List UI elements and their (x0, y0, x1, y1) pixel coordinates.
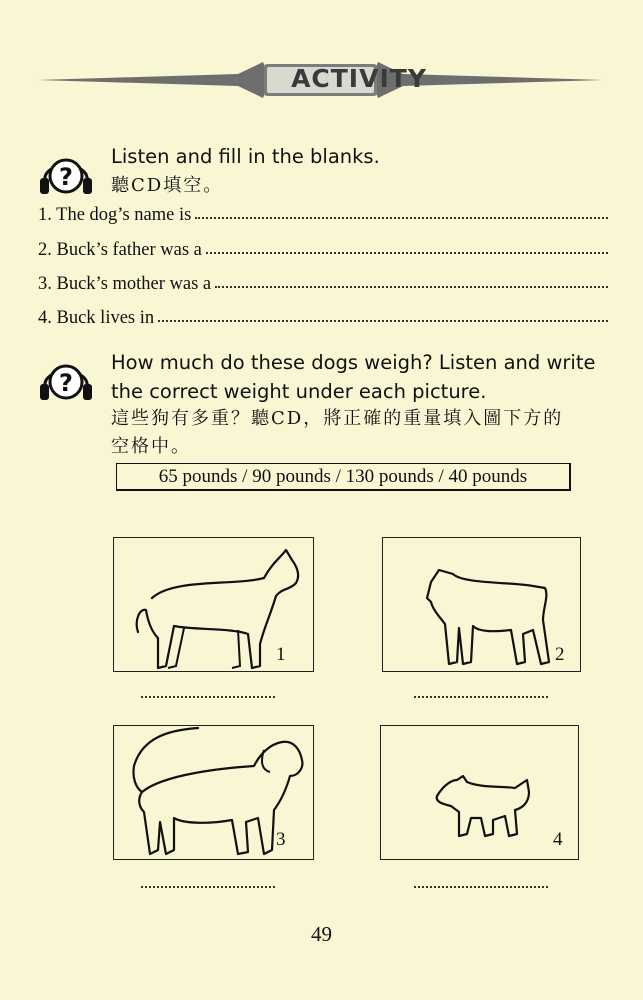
answer-blank[interactable] (206, 248, 608, 254)
dog-picture-4 (380, 725, 579, 860)
dog-picture-1 (113, 537, 314, 672)
weight-answer-blank-4[interactable] (414, 880, 548, 888)
fill-blank-item-3[interactable] (38, 274, 608, 302)
picture-number: 3 (276, 829, 286, 850)
headphones-question-icon (37, 352, 95, 410)
dog-picture-3 (113, 725, 314, 860)
svg-text:?: ? (59, 369, 73, 397)
weight-answer-blank-1[interactable] (141, 690, 275, 698)
section2-instruction-line1: How much do these dogs weigh? Listen and write (111, 351, 596, 374)
banner-title: ACTIVITY (291, 64, 427, 93)
section1-instruction: Listen and fill in the blanks. (111, 145, 380, 168)
dog-picture-2 (382, 537, 581, 672)
section2-instruction-line2: the correct weight under each picture. (111, 380, 487, 403)
picture-number: 4 (553, 829, 563, 850)
weight-answer-blank-3[interactable] (141, 880, 275, 888)
svg-text:?: ? (59, 163, 73, 191)
fill-blank-item-4[interactable] (38, 308, 608, 336)
dog-2-icon (383, 538, 582, 673)
fill-blank-label: 4. Buck lives in (38, 308, 155, 328)
weight-answer-blank-2[interactable] (414, 690, 548, 698)
fill-blank-label: 3. Buck’s mother was a (38, 274, 212, 294)
word-bank: 65 pounds / 90 pounds / 130 pounds / 40 pounds (116, 463, 571, 491)
fill-blank-label: 2. Buck’s father was a (38, 240, 202, 260)
page-number: 49 (311, 922, 332, 946)
picture-number: 2 (555, 644, 565, 665)
headphones-question-icon (37, 146, 95, 204)
answer-blank[interactable] (215, 282, 608, 288)
answer-blank[interactable] (158, 316, 608, 322)
fill-blank-item-1[interactable] (38, 205, 608, 233)
section2-instruction-zh-line2: 空格中。 (111, 436, 191, 457)
section2-instruction-zh-line1: 這些狗有多重？聽CD，將正確的重量填入圖下方的 (111, 408, 564, 429)
fill-blank-item-2[interactable] (38, 240, 608, 268)
activity-banner (38, 58, 603, 102)
answer-blank[interactable] (195, 213, 608, 219)
fill-blank-label: 1. The dog’s name is (38, 205, 192, 225)
picture-number: 1 (276, 644, 286, 665)
dog-4-icon (381, 726, 580, 861)
section1-instruction-zh: 聽CD填空。 (111, 175, 224, 196)
